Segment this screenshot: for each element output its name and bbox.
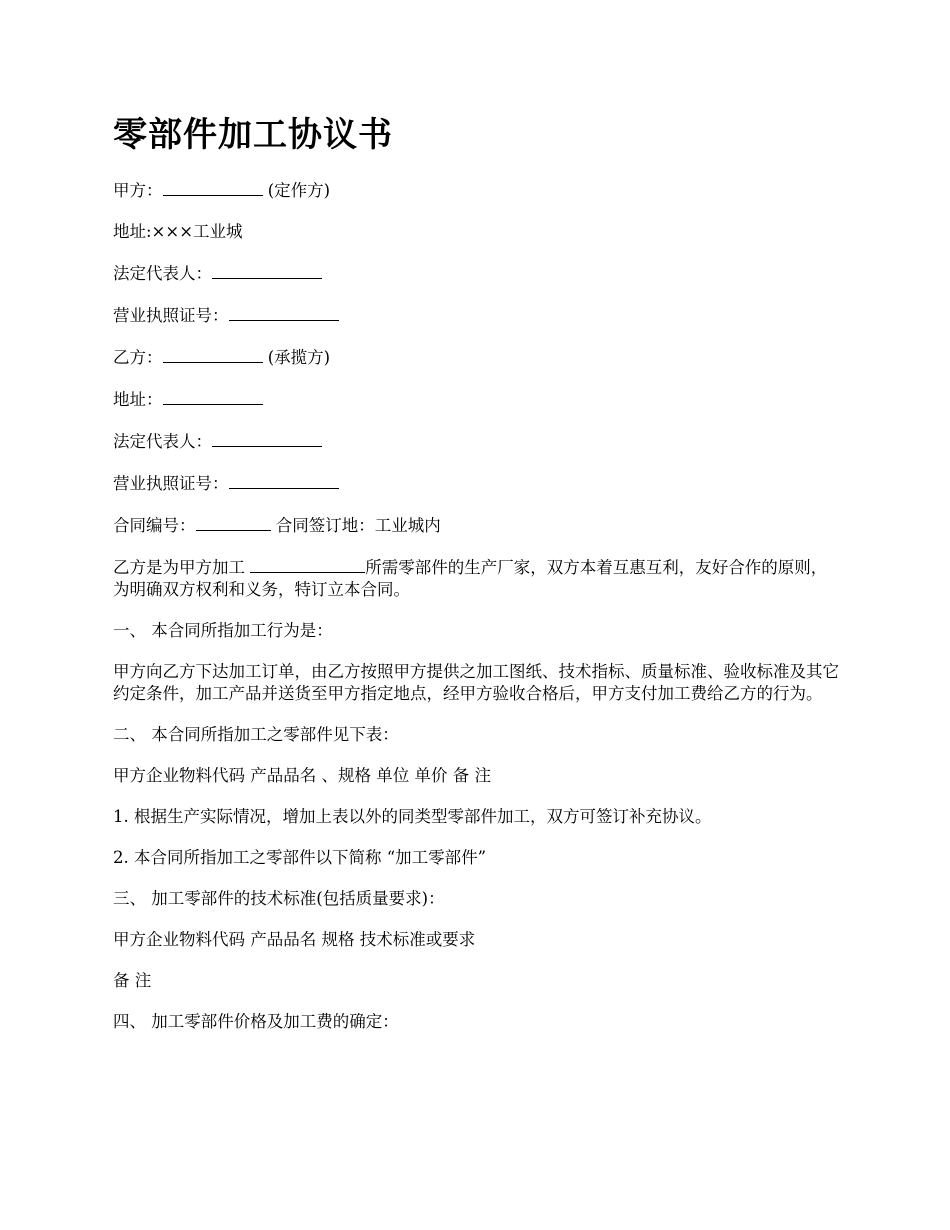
item-2: 2. 本合同所指加工之零部件以下简称 “加工零部件” — [113, 848, 487, 867]
document-page — [113, 110, 843, 1052]
party-b-legal-rep-label: 法定代表人： — [113, 432, 212, 451]
party-b-license-blank — [229, 472, 339, 489]
contract-no-blank — [196, 514, 271, 531]
intro-before: 乙方是为甲方加工 — [113, 558, 251, 577]
party-a-address: 地址:×××工业城 — [113, 222, 243, 241]
contract-no-label: 合同编号： — [113, 516, 196, 535]
section-4-title: 四、 加工零部件价格及加工费的确定： — [113, 1012, 399, 1031]
intro-paragraph — [113, 556, 843, 601]
item-1: 1. 根据生产实际情况，增加上表以外的同类型零部件加工，双方可签订补充协议。 — [113, 807, 712, 826]
section-1-body: 甲方向乙方下达加工订单，由乙方按照甲方提供之加工图纸、技术指标、质量标准、验收标准及其它约定条件，加工产品并送货至甲方指定地点，经甲方验收合格后，甲方支付加工费给乙方的行为。 — [113, 662, 839, 703]
table-2-header: 甲方企业物料代码 产品品名 规格 技术标准或要求 — [113, 930, 476, 949]
table-2-note: 备 注 — [113, 971, 152, 990]
section-1-title: 一、 本合同所指加工行为是： — [113, 621, 333, 640]
document-title: 零部件加工协议书 — [113, 115, 393, 155]
party-a-license-line — [113, 304, 843, 327]
contract-place: 合同签订地：工业城内 — [270, 516, 441, 535]
party-b-line — [113, 346, 843, 369]
party-a-license-blank — [229, 304, 339, 321]
party-a-legal-rep-line — [113, 262, 843, 285]
party-b-legal-rep-blank — [212, 430, 322, 447]
section-3-title: 三、 加工零部件的技术标准(包括质量要求)： — [113, 889, 445, 908]
party-b-license-line — [113, 472, 843, 495]
party-b-blank — [163, 346, 263, 363]
party-a-role: (定作方) — [262, 181, 331, 200]
party-a-label: 甲方： — [113, 181, 163, 200]
party-b-address-label: 地址： — [113, 390, 163, 409]
party-b-role: (承揽方) — [262, 348, 331, 367]
section-2-title: 二、 本合同所指加工之零部件见下表： — [113, 725, 399, 744]
party-a-license-label: 营业执照证号： — [113, 306, 229, 325]
table-1-header: 甲方企业物料代码 产品品名 、规格 单位 单价 备 注 — [113, 766, 491, 785]
party-b-label: 乙方： — [113, 348, 163, 367]
intro-after: 所需零部件的生产厂家，双方本着互惠互利，友好合作的原则，为明确双方权利和义务，特订立本合同。 — [113, 558, 828, 599]
contract-no-line — [113, 514, 843, 537]
party-a-line — [113, 179, 843, 202]
party-b-address-line — [113, 388, 843, 411]
party-b-legal-rep-line — [113, 430, 843, 453]
intro-blank — [250, 556, 365, 573]
party-b-license-label: 营业执照证号： — [113, 474, 229, 493]
party-a-legal-rep-label: 法定代表人： — [113, 264, 212, 283]
party-b-address-blank — [163, 388, 263, 405]
party-a-blank — [163, 179, 263, 196]
party-a-legal-rep-blank — [212, 262, 322, 279]
